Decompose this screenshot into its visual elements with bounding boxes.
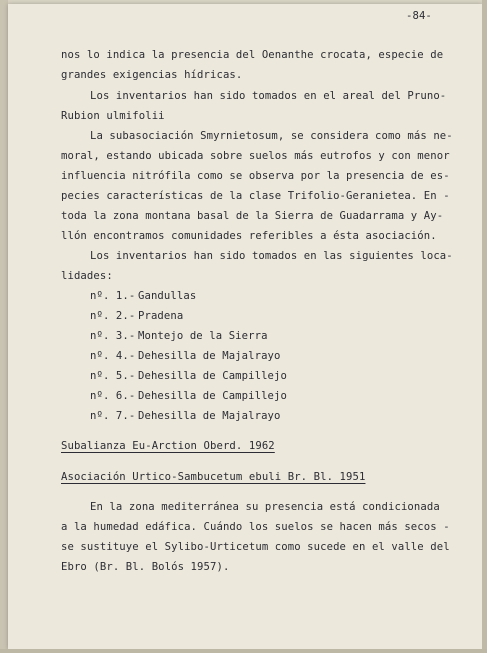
locality-item xyxy=(90,310,183,323)
text-line: lidades: xyxy=(61,270,113,282)
text-line: Los inventarios han sido tomados en el areal del Pruno- xyxy=(90,90,447,102)
locality-item xyxy=(90,370,287,383)
locality-name: Gandullas xyxy=(138,290,197,302)
locality-name: Dehesilla de Majalrayo xyxy=(138,410,281,422)
text-line: Ebro (Br. Bl. Bolós 1957). xyxy=(61,561,230,573)
text-line: grandes exigencias hídricas. xyxy=(61,69,243,81)
document-page xyxy=(8,4,482,649)
locality-name: Pradena xyxy=(138,310,184,322)
scan-right-edge xyxy=(482,0,487,653)
text-line: En la zona mediterránea su presencia está condicionada xyxy=(90,501,440,513)
locality-number: nº. 1.- xyxy=(90,290,136,302)
text-line: Los inventarios han sido tomados en las siguientes loca- xyxy=(90,250,453,262)
text-line: influencia nitrófila como se observa por la presencia de es- xyxy=(61,170,450,182)
scan-left-edge xyxy=(0,0,8,653)
page-number: -84- xyxy=(406,10,432,22)
locality-number: nº. 3.- xyxy=(90,330,136,342)
text-line: La subasociación Smyrnietosum, se considera como más ne- xyxy=(90,130,453,142)
locality-name: Montejo de la Sierra xyxy=(138,330,268,342)
suballiance-heading: Subalianza Eu-Arction Oberd. 1962 xyxy=(61,440,275,452)
locality-item xyxy=(90,390,287,403)
locality-number: nº. 7.- xyxy=(90,410,136,422)
locality-name: Dehesilla de Campillejo xyxy=(138,390,287,402)
text-line: Rubion ulmifolii xyxy=(61,110,165,122)
locality-item xyxy=(90,410,281,423)
text-line: llón encontramos comunidades referibles a ésta asociación. xyxy=(61,230,437,242)
text-line: a la humedad edáfica. Cuándo los suelos se hacen más secos - xyxy=(61,521,450,533)
locality-item xyxy=(90,330,268,343)
locality-name: Dehesilla de Majalrayo xyxy=(138,350,281,362)
locality-number: nº. 6.- xyxy=(90,390,136,402)
text-line: pecies características de la clase Trifolio-Geranietea. En - xyxy=(61,190,450,202)
locality-item xyxy=(90,350,281,363)
locality-number: nº. 2.- xyxy=(90,310,136,322)
scan-bottom-edge xyxy=(0,649,487,653)
locality-name: Dehesilla de Campillejo xyxy=(138,370,287,382)
text-line: se sustituye el Sylibo-Urticetum como sucede en el valle del xyxy=(61,541,450,553)
text-line: nos lo indica la presencia del Oenanthe crocata, especie de xyxy=(61,49,444,61)
text-line: moral, estando ubicada sobre suelos más eutrofos y con menor xyxy=(61,150,450,162)
association-heading: Asociación Urtico-Sambucetum ebuli Br. Bl. 1951 xyxy=(61,471,366,483)
locality-number: nº. 4.- xyxy=(90,350,136,362)
locality-number: nº. 5.- xyxy=(90,370,136,382)
text-line: toda la zona montana basal de la Sierra de Guadarrama y Ay- xyxy=(61,210,444,222)
locality-item xyxy=(90,290,196,303)
